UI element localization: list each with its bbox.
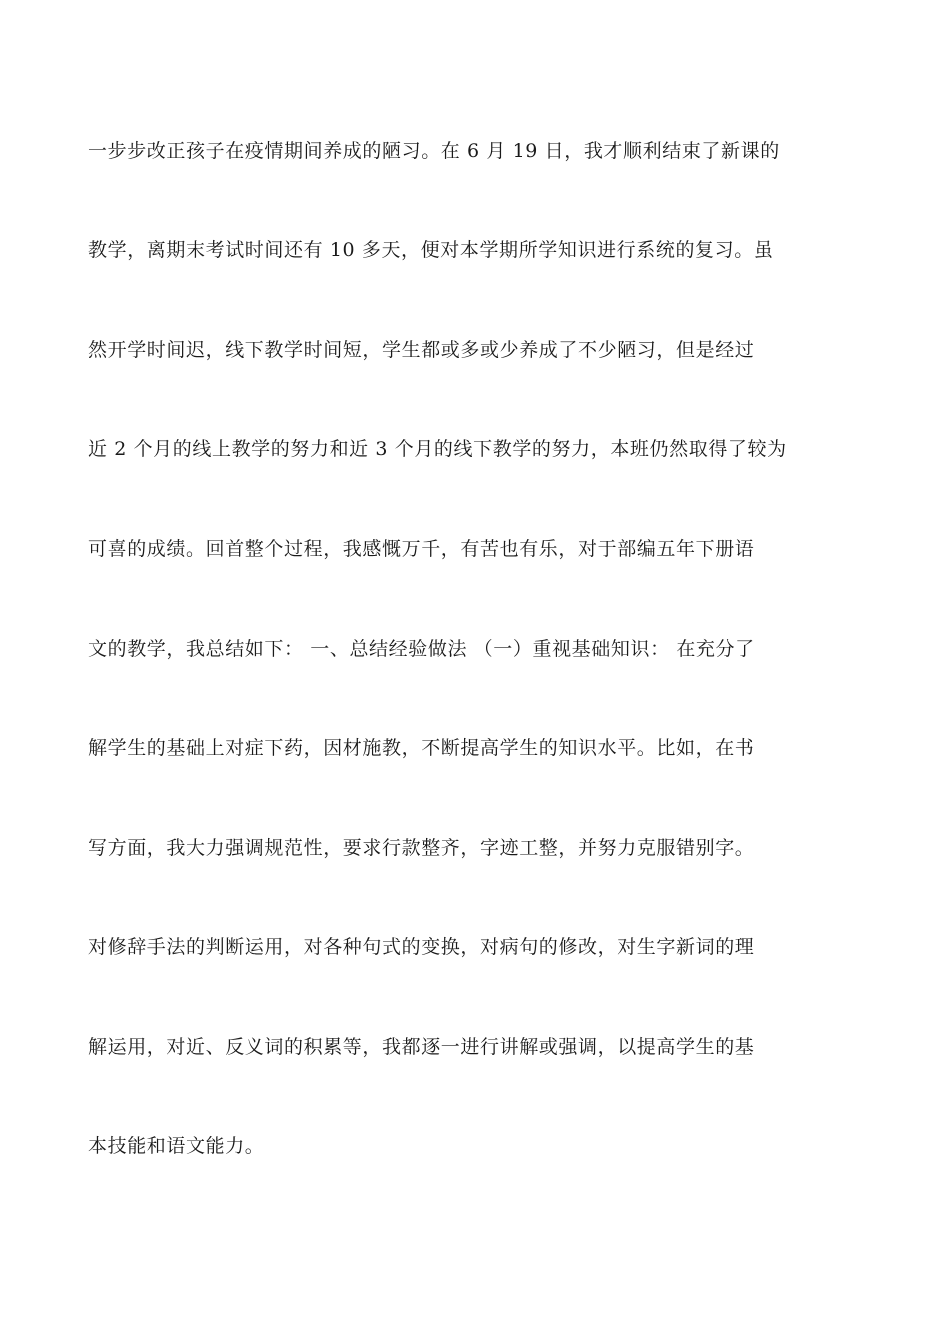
- body-text-line: 解学生的基础上对症下药，因材施教，不断提高学生的知识水平。比如，在书: [88, 737, 755, 759]
- body-text-line: 然开学时间迟，线下教学时间短，学生都或多或少养成了不少陋习，但是经过: [88, 339, 755, 361]
- body-text-line: 解运用，对近、反义词的积累等，我都逐一进行讲解或强调，以提高学生的基: [88, 1036, 755, 1058]
- body-text-line: 教学，离期末考试时间还有 10 多天，便对本学期所学知识进行系统的复习。虽: [88, 239, 774, 261]
- body-text-line: 文的教学，我总结如下： 一、总结经验做法 （一）重视基础知识： 在充分了: [88, 638, 755, 660]
- body-text-line: 本技能和语文能力。: [88, 1135, 265, 1157]
- body-text-line: 可喜的成绩。回首整个过程，我感慨万千，有苦也有乐，对于部编五年下册语: [88, 538, 755, 560]
- body-text-line: 一步步改正孩子在疫情期间养成的陋习。在 6 月 19 日，我才顺利结束了新课的: [88, 140, 780, 162]
- body-text-line: 对修辞手法的判断运用，对各种句式的变换，对病句的修改，对生字新词的理: [88, 936, 755, 958]
- body-text-line: 近 2 个月的线上教学的努力和近 3 个月的线下教学的努力，本班仍然取得了较为: [88, 438, 787, 460]
- body-text-line: 写方面，我大力强调规范性，要求行款整齐，字迹工整，并努力克服错别字。: [88, 837, 755, 859]
